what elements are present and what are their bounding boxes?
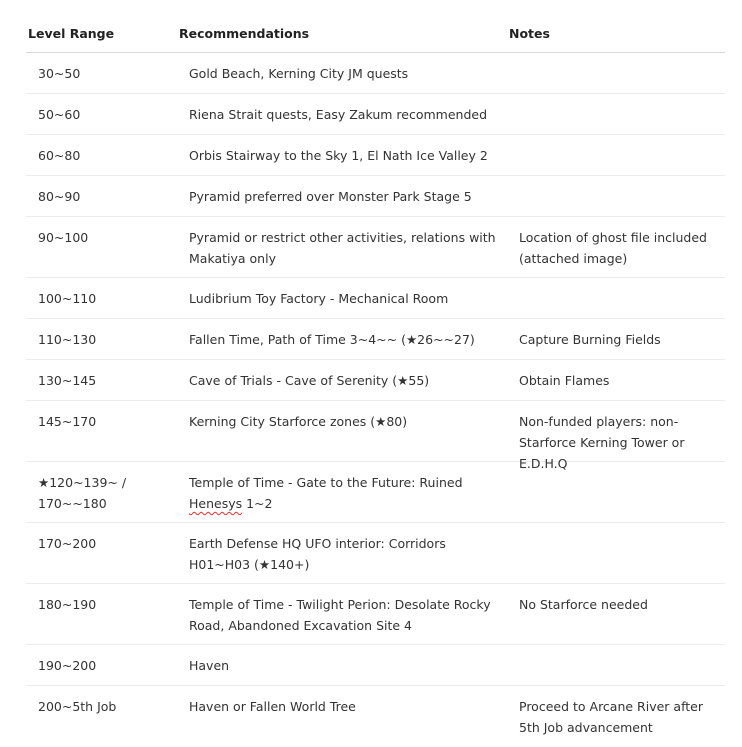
recommendation-cell: Haven or Fallen World Tree bbox=[189, 699, 356, 714]
table-row bbox=[26, 319, 725, 360]
level-cell: 80~90 bbox=[38, 188, 81, 204]
table-row bbox=[26, 135, 725, 176]
notes-cell: Capture Burning Fields bbox=[519, 331, 661, 347]
table-row bbox=[26, 278, 725, 319]
level-cell: 200~5th Job bbox=[38, 699, 117, 714]
recommendation-cell: Fallen Time, Path of Time 3~4~~ (★26~~27) bbox=[189, 331, 475, 347]
table-row bbox=[26, 94, 725, 135]
recommendation-cell: Haven bbox=[189, 657, 230, 673]
level-cell: 190~200 bbox=[38, 657, 97, 673]
table-row bbox=[26, 645, 725, 686]
recommendation-cell: Pyramid preferred over Monster Park Stage 5 bbox=[189, 188, 472, 204]
level-cell: 130~145 bbox=[38, 372, 97, 388]
recommendation-cell: Orbis Stairway to the Sky 1, El Nath Ice Valley 2 bbox=[189, 147, 488, 163]
notes-cell: Location of ghost file included (attached image) bbox=[519, 230, 707, 266]
table-header bbox=[26, 14, 725, 53]
table-row bbox=[26, 360, 725, 401]
level-cell: 170~200 bbox=[38, 536, 97, 551]
recommendation-text-tail: 1~2 bbox=[242, 496, 273, 511]
table-row bbox=[26, 686, 725, 747]
recommendation-cell bbox=[177, 472, 507, 514]
level-cell: 50~60 bbox=[38, 106, 81, 122]
leveling-guide-table bbox=[26, 14, 725, 747]
notes-cell: Proceed to Arcane River after 5th Job advancement bbox=[519, 699, 703, 735]
header-level-range: Level Range bbox=[28, 25, 115, 41]
level-cell: 30~50 bbox=[38, 65, 81, 81]
table-row bbox=[26, 401, 725, 471]
recommendation-cell: Earth Defense HQ UFO interior: Corridors H01~H03 (★140+) bbox=[189, 536, 446, 572]
level-cell: 100~110 bbox=[38, 290, 97, 306]
recommendation-cell: Gold Beach, Kerning City JM quests bbox=[189, 65, 409, 81]
table-row bbox=[26, 217, 725, 278]
level-cell: 145~170 bbox=[38, 414, 97, 429]
recommendation-text: Temple of Time - Gate to the Future: Ruined bbox=[189, 475, 463, 490]
notes-cell: No Starforce needed bbox=[519, 597, 648, 612]
recommendation-cell: Riena Strait quests, Easy Zakum recommended bbox=[189, 106, 487, 122]
misspelled-word: Henesys bbox=[189, 496, 243, 511]
level-cell: 110~130 bbox=[38, 331, 97, 347]
level-cell: 90~100 bbox=[38, 230, 89, 245]
recommendation-cell: Cave of Trials - Cave of Serenity (★55) bbox=[189, 372, 430, 388]
recommendation-cell: Ludibrium Toy Factory - Mechanical Room bbox=[189, 290, 449, 306]
recommendation-cell: Pyramid or restrict other activities, relations with Makatiya only bbox=[189, 230, 496, 266]
recommendation-cell: Temple of Time - Twilight Perion: Desolate Rocky Road, Abandoned Excavation Site 4 bbox=[189, 597, 491, 633]
recommendation-cell: Kerning City Starforce zones (★80) bbox=[189, 414, 408, 429]
level-cell: ★120~139~ / 170~~180 bbox=[38, 475, 127, 511]
table-row bbox=[26, 176, 725, 217]
level-cell: 60~80 bbox=[38, 147, 81, 163]
table-row bbox=[26, 584, 725, 645]
table-row bbox=[26, 53, 725, 94]
notes-cell: Non-funded players: non-Starforce Kerning Tower or E.D.H.Q bbox=[519, 414, 685, 471]
header-recommendations: Recommendations bbox=[179, 25, 310, 41]
level-cell: 180~190 bbox=[38, 597, 97, 612]
header-notes: Notes bbox=[509, 25, 550, 41]
table-row bbox=[26, 523, 725, 584]
notes-cell: Obtain Flames bbox=[519, 372, 610, 388]
